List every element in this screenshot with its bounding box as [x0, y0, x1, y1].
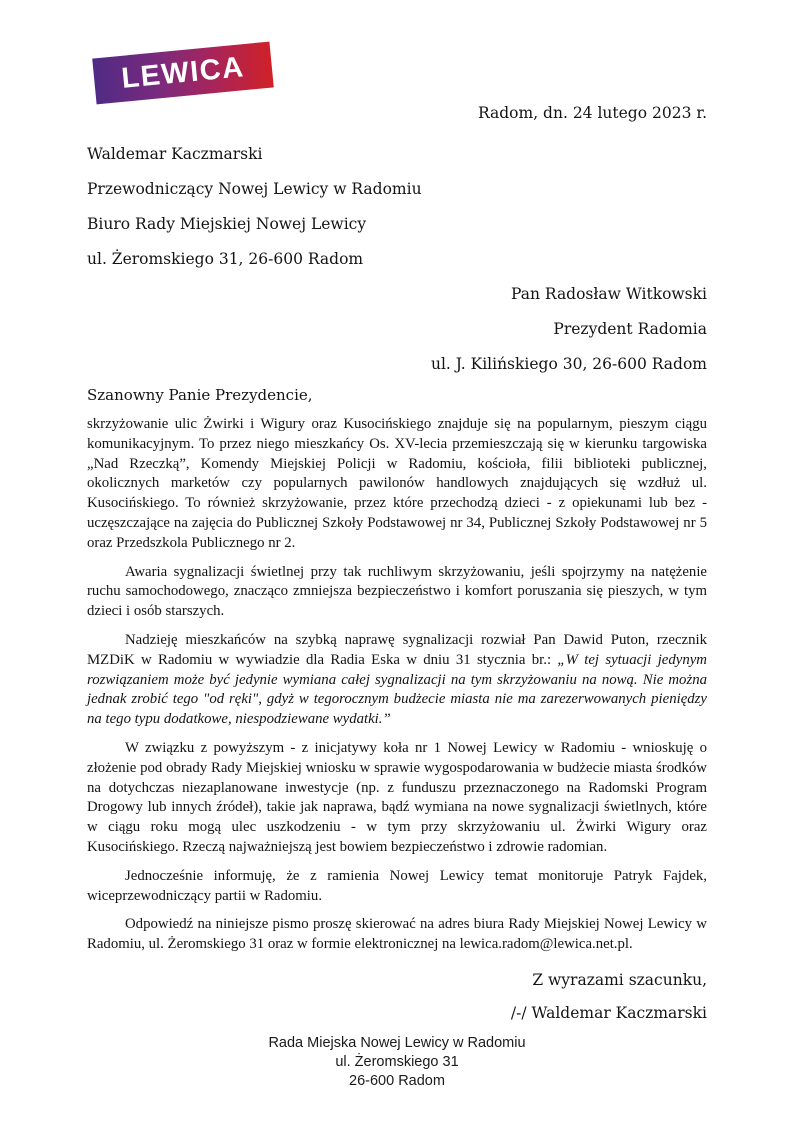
sender-block [87, 137, 707, 277]
paragraph-intersection: skrzyżowanie ulic Żwirki i Wigury oraz Kusocińskiego znajduje się na popularnym, pieszym ciągu komunikacyjnym. To przez niego mieszkańcy Os. XV-lecia przemieszczają się w kierunku targowiska „Nad Rzeczką”, Komendy Miejskiej Policji w Radomiu, kościoła, filii biblioteki publicznej, okolicznych marketów czy popularnych pawilonów handlowych znajdujących się wzdłuż ul. Kusocińskiego. To również skrzyżowanie, przez które przechodzą dzieci - z opiekunami lub bez - uczęszczające na zajęcia do Publicznej Szkoły Podstawowej nr 34, Publicznej Szkoły Podstawowej nr 5 oraz Przedszkola Publicznego nr 2. [87, 416, 707, 551]
closing-phrase: Z wyrazami szacunku, [532, 970, 707, 989]
paragraph-spokesman [87, 631, 707, 730]
letter-body [87, 415, 707, 955]
recipient-title: Prezydent Radomia [553, 320, 707, 338]
sender-title: Przewodniczący Nowej Lewicy w Radomiu [87, 180, 422, 198]
paragraph-spokesman-quote: „W tej sytuacji jedynym rozwiązaniem może być jedynie wymiana całej sygnalizacji na tym skrzyżowaniu na nową. Nie można jednak zrobić tego "od ręki", gdyż w tegorocznym budżecie miasta nie ma zarezerwowanych pieniędzy na tego typu dodatkowe, niespodziewane wydatki.” [87, 651, 707, 728]
date-line: Radom, dn. 24 lutego 2023 r. [477, 104, 707, 122]
salutation: Szanowny Panie Prezydencie, [87, 386, 313, 404]
footer-city: 26-600 Radom [349, 1072, 445, 1089]
recipient-name: Pan Radosław Witkowski [511, 285, 707, 303]
lewica-logo-text: LEWICA [120, 50, 246, 95]
paragraph-monitoring: Jednocześnie informuję, że z ramienia Nowej Lewicy temat monitoruje Patryk Fajdek, wiceprzewodniczący partii w Radomiu. [87, 867, 707, 904]
footer-org: Rada Miejska Nowej Lewicy w Radomiu [268, 1034, 526, 1051]
recipient-address: ul. J. Kilińskiego 30, 26-600 Radom [430, 355, 707, 373]
paragraph-reply-address: Odpowiedź na niniejsze pismo proszę skierować na adres biura Rady Miejskiej Nowej Lewicy w Radomiu, ul. Żeromskiego 31 oraz w formie elektronicznej na lewica.radom@lewica.net.pl. [87, 916, 707, 953]
sender-name: Waldemar Kaczmarski [87, 145, 263, 163]
footer-block [87, 1034, 707, 1091]
sender-office: Biuro Rady Miejskiej Nowej Lewicy [87, 215, 367, 233]
paragraph-motion: W związku z powyższym - z inicjatywy koła nr 1 Nowej Lewicy w Radomiu - wnioskuję o złożenie pod obrady Rady Miejskiej wniosku w sprawie wygospodarowania w budżecie miasta środków na dotychczas niezaplanowane inwestycje (np. z funduszu przeznaczonego na Radomski Program Drogowy lub innych źródeł), takie jak naprawa, bądź wymiana na nowe sygnalizacji świetlnych, które w ciągu roku mogą ulec uszkodzeniu - w tym przy skrzyżowaniu ul. Żwirki Wigury oraz Kusocińskiego. Rzeczą najważniejszą jest bowiem bezpieczeństwo i zdrowie radomian. [87, 739, 707, 855]
closing-block [87, 964, 707, 1030]
footer-street: ul. Żeromskiego 31 [335, 1053, 459, 1070]
sender-address: ul. Żeromskiego 31, 26-600 Radom [87, 250, 364, 268]
recipient-block [87, 277, 707, 382]
paragraph-spokesman-intro: Nadzieję mieszkańców na szybką naprawę sygnalizacji rozwiał Pan Dawid Puton, rzecznik MZDiK w Radomiu w wywiadzie dla Radia Eska w dniu 31 stycznia br.: [87, 631, 707, 668]
closing-signature: /-/ Waldemar Kaczmarski [510, 1003, 707, 1022]
paragraph-failure: Awaria sygnalizacji świetlnej przy tak ruchliwym skrzyżowaniu, jeśli spojrzymy na natężenie ruchu samochodowego, znacząco zmniejsza bezpieczeństwo i komfort poruszania się pieszych, w tym dzieci i osób starszych. [87, 563, 707, 620]
